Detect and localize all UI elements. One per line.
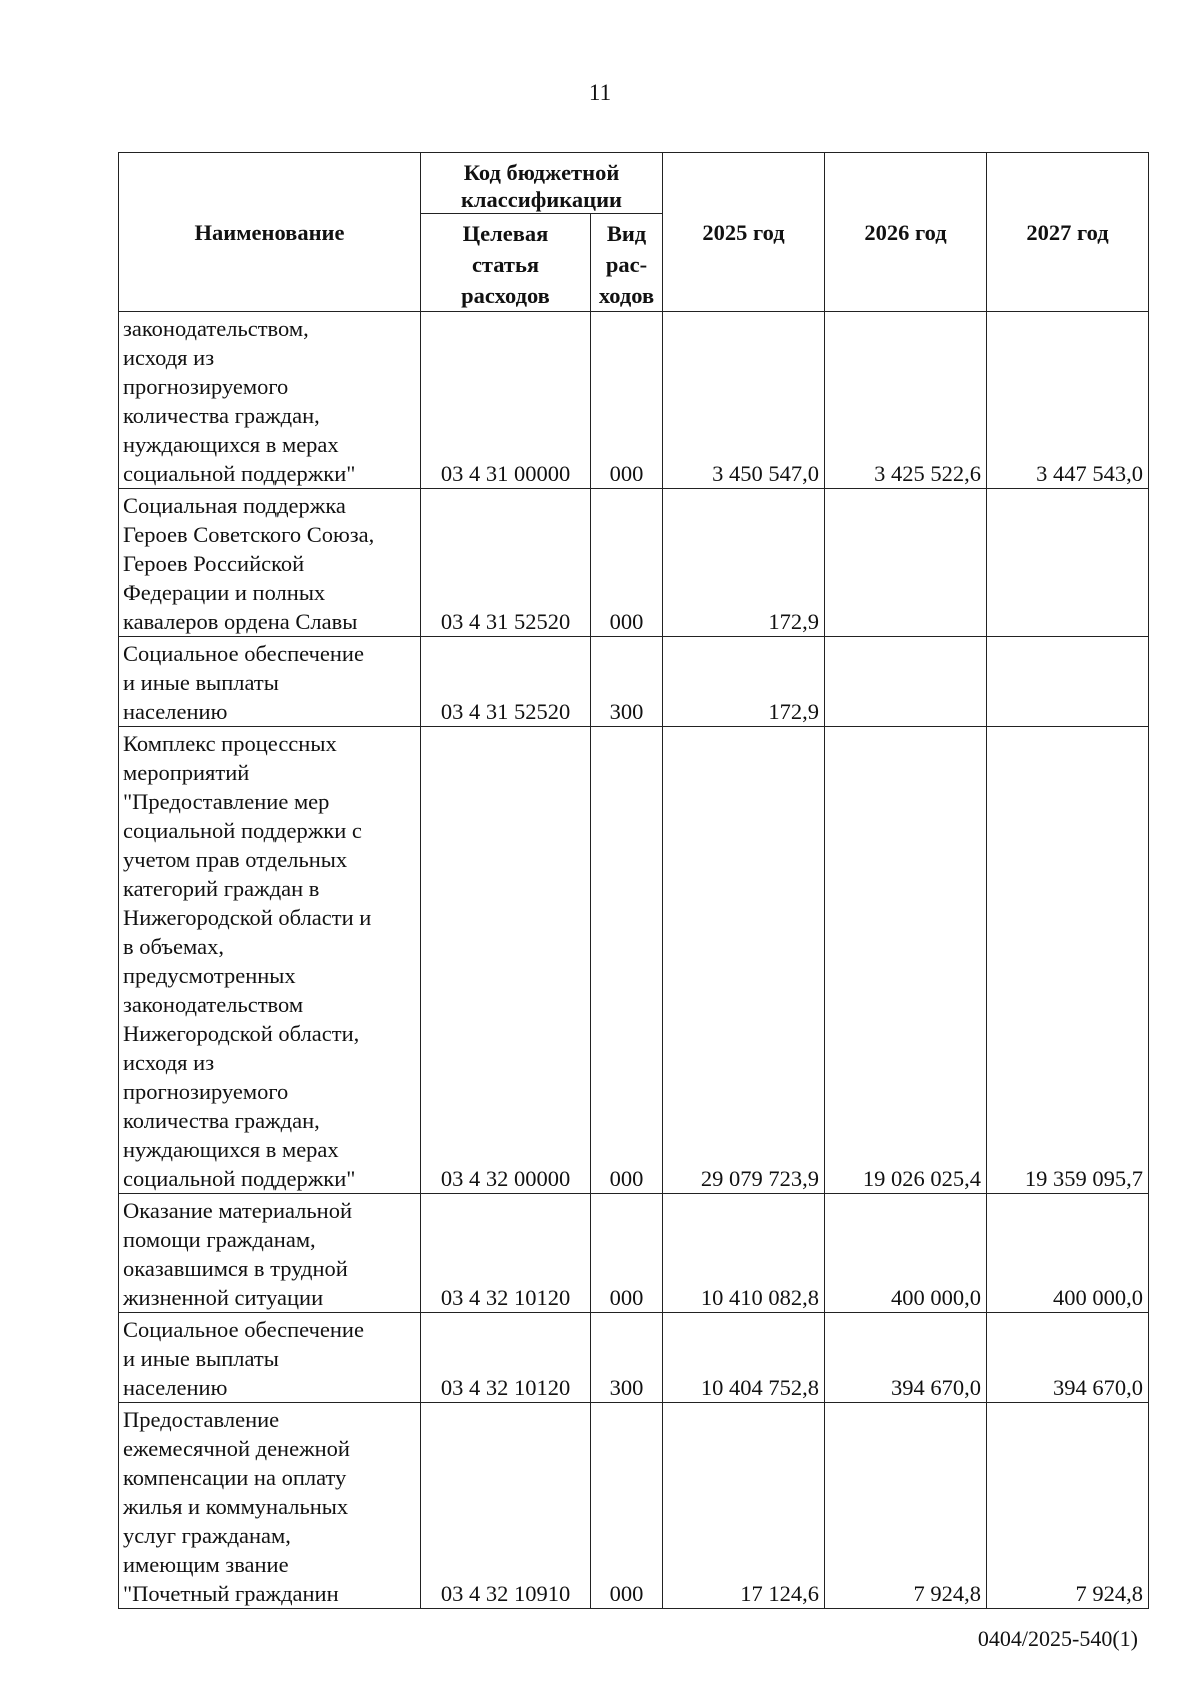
budget-table	[118, 152, 1149, 1609]
row-value-2026: 3 425 522,6	[825, 312, 987, 489]
row-value-2026: 19 026 025,4	[825, 727, 987, 1194]
row-name-line: жилья и коммунальных	[123, 1494, 349, 1519]
row-name-line: Предоставление	[123, 1407, 280, 1432]
row-value-2027: 7 924,8	[987, 1403, 1149, 1609]
row-name-line: предусмотренных	[123, 963, 296, 988]
row-target-article: 03 4 31 00000	[421, 312, 591, 489]
row-name	[119, 1313, 421, 1403]
header-code-group: Код бюджетной классификации	[421, 153, 663, 214]
row-name-line: социальной поддержки"	[123, 461, 356, 486]
header-expense-kind: Вид рас-ходов	[591, 214, 663, 312]
row-name-line: в объемах,	[123, 934, 224, 959]
header-name: Наименование	[119, 153, 421, 312]
row-value-2027: 3 447 543,0	[987, 312, 1149, 489]
row-value-2026: 7 924,8	[825, 1403, 987, 1609]
row-target-article: 03 4 32 00000	[421, 727, 591, 1194]
row-name	[119, 727, 421, 1194]
table-row	[119, 1403, 1149, 1609]
row-expense-kind: 000	[591, 1194, 663, 1313]
row-name-line: Героев Советского Союза,	[123, 522, 375, 547]
row-name-line: Нижегородской области,	[123, 1021, 360, 1046]
row-expense-kind: 300	[591, 1313, 663, 1403]
row-name-line: исходя из	[123, 1050, 215, 1075]
row-name-line: учетом прав отдельных	[123, 847, 348, 872]
page-number: 11	[588, 80, 612, 105]
header-year-2027: 2027 год	[987, 153, 1149, 312]
row-name-line: Нижегородской области и	[123, 905, 372, 930]
row-value-2025: 10 410 082,8	[663, 1194, 825, 1313]
row-name-line: мероприятий	[123, 760, 250, 785]
row-name-line: количества граждан,	[123, 403, 320, 428]
row-name-line: Героев Российской	[123, 551, 305, 576]
row-name-line: Социальное обеспечение	[123, 1317, 364, 1342]
row-name-line: прогнозируемого	[123, 1079, 289, 1104]
row-name-line: исходя из	[123, 345, 215, 370]
row-target-article: 03 4 32 10120	[421, 1313, 591, 1403]
row-value-2025: 172,9	[663, 489, 825, 637]
row-name-line: и иные выплаты	[123, 1346, 279, 1371]
row-name-line: населению	[123, 1375, 228, 1400]
row-value-2027: 394 670,0	[987, 1313, 1149, 1403]
header-year-2026: 2026 год	[825, 153, 987, 312]
row-expense-kind: 000	[591, 1403, 663, 1609]
table-row	[119, 1313, 1149, 1403]
row-name-line: имеющим звание	[123, 1552, 289, 1577]
table-row	[119, 312, 1149, 489]
header-target-article: Целевая статья расходов	[421, 214, 591, 312]
table-body	[119, 312, 1149, 1609]
table-row	[119, 489, 1149, 637]
row-value-2026	[825, 489, 987, 637]
row-value-2025: 172,9	[663, 637, 825, 727]
row-name-line: Комплекс процессных	[123, 731, 337, 756]
row-name-line: социальной поддержки"	[123, 1166, 356, 1191]
table-row	[119, 727, 1149, 1194]
row-name-line: количества граждан,	[123, 1108, 320, 1133]
row-name-line: "Предоставление мер	[123, 789, 330, 814]
header-year-2025: 2025 год	[663, 153, 825, 312]
row-name-line: законодательством	[123, 992, 304, 1017]
row-name-line: "Почетный гражданин	[123, 1581, 339, 1606]
row-name	[119, 1403, 421, 1609]
row-value-2027	[987, 637, 1149, 727]
row-name-line: законодательством,	[123, 316, 309, 341]
row-name-line: населению	[123, 699, 228, 724]
row-value-2025: 17 124,6	[663, 1403, 825, 1609]
row-value-2027: 19 359 095,7	[987, 727, 1149, 1194]
row-value-2025: 29 079 723,9	[663, 727, 825, 1194]
row-name	[119, 637, 421, 727]
document-id: 0404/2025-540(1)	[977, 1626, 1138, 1651]
row-value-2027	[987, 489, 1149, 637]
row-name-line: Оказание материальной	[123, 1198, 352, 1223]
row-name-line: помощи гражданам,	[123, 1227, 316, 1252]
row-name-line: категорий граждан в	[123, 876, 320, 901]
row-name-line: социальной поддержки с	[123, 818, 362, 843]
row-name-line: Федерации и полных	[123, 580, 326, 605]
row-value-2025: 10 404 752,8	[663, 1313, 825, 1403]
row-value-2026	[825, 637, 987, 727]
row-target-article: 03 4 31 52520	[421, 489, 591, 637]
row-value-2026: 400 000,0	[825, 1194, 987, 1313]
row-name-line: оказавшимся в трудной	[123, 1256, 348, 1281]
row-expense-kind: 000	[591, 489, 663, 637]
row-value-2026: 394 670,0	[825, 1313, 987, 1403]
row-target-article: 03 4 32 10910	[421, 1403, 591, 1609]
row-target-article: 03 4 31 52520	[421, 637, 591, 727]
row-name-line: и иные выплаты	[123, 670, 279, 695]
row-name	[119, 489, 421, 637]
row-expense-kind: 000	[591, 312, 663, 489]
row-name-line: компенсации на оплату	[123, 1465, 347, 1490]
row-name-line: Социальная поддержка	[123, 493, 346, 518]
row-name	[119, 312, 421, 489]
row-name-line: жизненной ситуации	[123, 1285, 324, 1310]
table-row	[119, 1194, 1149, 1313]
row-name-line: кавалеров ордена Славы	[123, 609, 358, 634]
row-name-line: Социальное обеспечение	[123, 641, 364, 666]
row-name-line: нуждающихся в мерах	[123, 432, 339, 457]
row-expense-kind: 000	[591, 727, 663, 1194]
row-value-2027: 400 000,0	[987, 1194, 1149, 1313]
row-name-line: прогнозируемого	[123, 374, 289, 399]
row-target-article: 03 4 32 10120	[421, 1194, 591, 1313]
row-name-line: услуг гражданам,	[123, 1523, 291, 1548]
row-name-line: нуждающихся в мерах	[123, 1137, 339, 1162]
row-expense-kind: 300	[591, 637, 663, 727]
table-row	[119, 637, 1149, 727]
row-value-2025: 3 450 547,0	[663, 312, 825, 489]
row-name	[119, 1194, 421, 1313]
row-name-line: ежемесячной денежной	[123, 1436, 350, 1461]
